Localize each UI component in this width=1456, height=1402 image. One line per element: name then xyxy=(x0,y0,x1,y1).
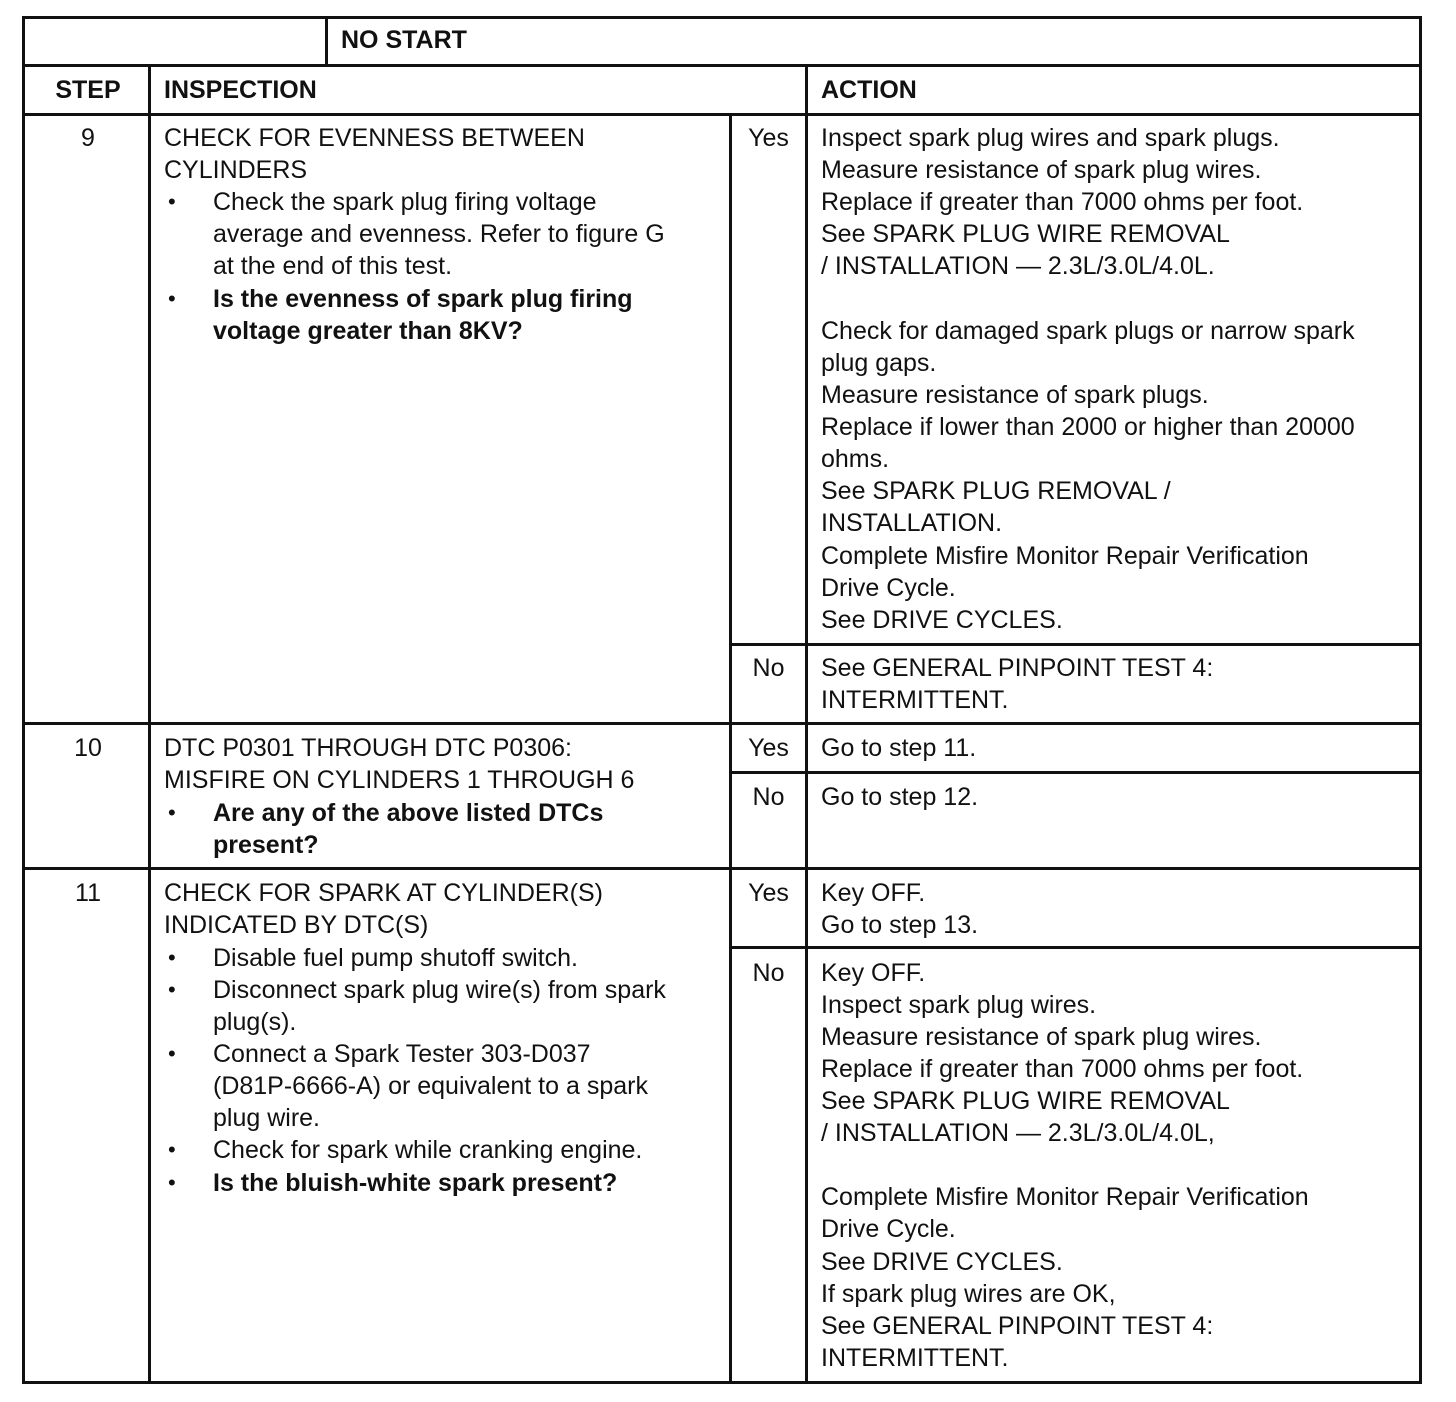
action-line: Drive Cycle. xyxy=(821,1215,956,1243)
action-line: Complete Misfire Monitor Repair Verification xyxy=(821,542,1309,570)
action-line: Measure resistance of spark plug wires. xyxy=(821,1023,1262,1051)
answer-yes: Yes xyxy=(748,734,789,762)
answer-yes: Yes xyxy=(748,124,789,152)
rule-under-step9 xyxy=(22,722,1422,725)
rule-step11-yes-no xyxy=(731,946,1422,949)
rule-under-step10 xyxy=(22,867,1422,870)
action-line: Inspect spark plug wires and spark plugs. xyxy=(821,124,1280,152)
action-line: See DRIVE CYCLES. xyxy=(821,606,1063,634)
bullet-icon: • xyxy=(168,1137,176,1162)
step-number: 10 xyxy=(74,734,102,762)
inspection-bullet-line: plug(s). xyxy=(213,1008,297,1036)
action-line: Go to step 13. xyxy=(821,911,979,939)
action-line: / INSTALLATION — 2.3L/3.0L/4.0L. xyxy=(821,252,1215,280)
inspection-title-line: INDICATED BY DTC(S) xyxy=(164,911,429,939)
action-line: Complete Misfire Monitor Repair Verification xyxy=(821,1183,1309,1211)
inspection-title-line: CHECK FOR SPARK AT CYLINDER(S) xyxy=(164,879,603,907)
table-title: NO START xyxy=(341,26,467,54)
inspection-title-line: CHECK FOR EVENNESS BETWEEN xyxy=(164,124,585,152)
inspection-bullet-line: at the end of this test. xyxy=(213,252,453,280)
inspection-question-line: present? xyxy=(213,831,319,859)
action-line: Check for damaged spark plugs or narrow spark xyxy=(821,317,1355,345)
inspection-question-line: voltage greater than 8KV? xyxy=(213,317,523,345)
inspection-title-line: DTC P0301 THROUGH DTC P0306: xyxy=(164,734,572,762)
answer-no: No xyxy=(752,654,785,682)
rule-under-title xyxy=(22,64,1422,67)
action-line: See SPARK PLUG WIRE REMOVAL xyxy=(821,220,1230,248)
rule-step-column xyxy=(148,64,151,1384)
inspection-question-line: Is the evenness of spark plug firing xyxy=(213,285,633,313)
inspection-bullet-line: Check for spark while cranking engine. xyxy=(213,1136,643,1164)
action-line: Drive Cycle. xyxy=(821,574,956,602)
action-line: Measure resistance of spark plugs. xyxy=(821,381,1209,409)
action-line: INTERMITTENT. xyxy=(821,686,1009,714)
inspection-bullet-line: Disable fuel pump shutoff switch. xyxy=(213,944,579,972)
action-line: See DRIVE CYCLES. xyxy=(821,1248,1063,1276)
inspection-title-line: MISFIRE ON CYLINDERS 1 THROUGH 6 xyxy=(164,766,635,794)
header-action: ACTION xyxy=(821,76,917,104)
action-line: If spark plug wires are OK, xyxy=(821,1280,1116,1308)
action-line: See SPARK PLUG WIRE REMOVAL xyxy=(821,1087,1230,1115)
rule-under-header xyxy=(22,113,1422,116)
action-line: Replace if greater than 7000 ohms per foot. xyxy=(821,188,1304,216)
header-inspection: INSPECTION xyxy=(164,76,317,104)
action-line: ohms. xyxy=(821,445,890,473)
bullet-icon: • xyxy=(168,286,176,311)
answer-no: No xyxy=(752,959,785,987)
inspection-bullet-line: plug wire. xyxy=(213,1104,320,1132)
inspection-bullet-line: average and evenness. Refer to figure G xyxy=(213,220,665,248)
inspection-question-line: Is the bluish-white spark present? xyxy=(213,1169,618,1197)
action-line: Replace if lower than 2000 or higher than 20000 xyxy=(821,413,1355,441)
bullet-icon: • xyxy=(168,189,176,214)
bullet-icon: • xyxy=(168,800,176,825)
rule-step9-yes-no xyxy=(731,643,1422,646)
inspection-bullet-line: Disconnect spark plug wire(s) from spark xyxy=(213,976,666,1004)
answer-no: No xyxy=(752,783,785,811)
bullet-icon: • xyxy=(168,977,176,1002)
rule-action-column xyxy=(805,64,808,1384)
action-line: plug gaps. xyxy=(821,349,937,377)
rule-title-divider xyxy=(325,16,328,66)
action-line: Inspect spark plug wires. xyxy=(821,991,1097,1019)
action-line: INTERMITTENT. xyxy=(821,1344,1009,1372)
action-line: Go to step 12. xyxy=(821,783,979,811)
header-step: STEP xyxy=(55,76,121,104)
action-line: Replace if greater than 7000 ohms per foot. xyxy=(821,1055,1304,1083)
action-line: Key OFF. xyxy=(821,959,926,987)
inspection-bullet-line: Connect a Spark Tester 303-D037 xyxy=(213,1040,591,1068)
inspection-bullet-line: (D81P-6666-A) or equivalent to a spark xyxy=(213,1072,648,1100)
action-line: See GENERAL PINPOINT TEST 4: xyxy=(821,654,1214,682)
action-line: INSTALLATION. xyxy=(821,509,1003,537)
inspection-bullet-line: Check the spark plug firing voltage xyxy=(213,188,597,216)
inspection-title-line: CYLINDERS xyxy=(164,156,308,184)
action-line: See GENERAL PINPOINT TEST 4: xyxy=(821,1312,1214,1340)
answer-yes: Yes xyxy=(748,879,789,907)
action-line: See SPARK PLUG REMOVAL / xyxy=(821,477,1171,505)
bullet-icon: • xyxy=(168,1170,176,1195)
step-number: 11 xyxy=(75,879,101,907)
bullet-icon: • xyxy=(168,1041,176,1066)
action-line: Measure resistance of spark plug wires. xyxy=(821,156,1262,184)
step-number: 9 xyxy=(81,124,95,152)
action-line: / INSTALLATION — 2.3L/3.0L/4.0L, xyxy=(821,1119,1215,1147)
bullet-icon: • xyxy=(168,945,176,970)
action-line: Go to step 11. xyxy=(821,734,977,762)
action-line: Key OFF. xyxy=(821,879,926,907)
rule-step10-yes-no xyxy=(731,771,1422,774)
inspection-question-line: Are any of the above listed DTCs xyxy=(213,799,604,827)
